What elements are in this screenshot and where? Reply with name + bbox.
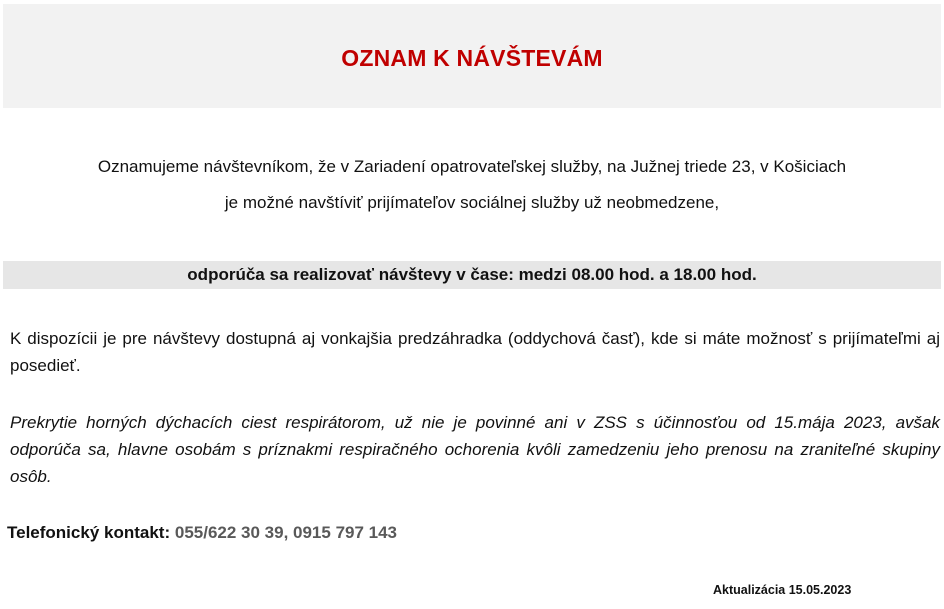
garden-info-paragraph: K dispozícii je pre návštevy dostupná aj vonkajšia predzáhradka (oddychová časť), kde si máte možnosť s prijímateľmi aj posedieť. — [10, 329, 940, 375]
contact-phone-numbers: 055/622 30 39, 0915 797 143 — [174, 523, 398, 542]
respirator-info-paragraph: Prekrytie horných dýchacích ciest respirátorom, už nie je povinné ani v ZSS s účinnosťou od 15.mája 2023, avšak odporúča sa, hlavne osobám s príznakmi respiračného ochorenia kvôli zamedzeniu jeho prenosu na zraniteľné skupiny osôb. — [10, 413, 940, 486]
visiting-hours-banner — [3, 261, 941, 289]
visiting-hours-text: odporúča sa realizovať návštevy v čase: medzi 08.00 hod. a 18.00 hod. — [187, 265, 757, 284]
notice-title: OZNAM K NÁVŠTEVÁM — [341, 44, 603, 71]
update-date: Aktualizácia 15.05.2023 — [713, 583, 852, 597]
intro-line-1: Oznamujeme návštevníkom, že v Zariadení opatrovateľskej služby, na Južnej triede 23, v Košiciach — [97, 157, 847, 176]
contact-line — [7, 523, 397, 543]
notice-header — [3, 4, 941, 108]
intro-line-2: je možné navštíviť prijímateľov sociálnej služby už neobmedzene, — [224, 193, 720, 212]
contact-label: Telefonický kontakt: — [7, 523, 171, 542]
